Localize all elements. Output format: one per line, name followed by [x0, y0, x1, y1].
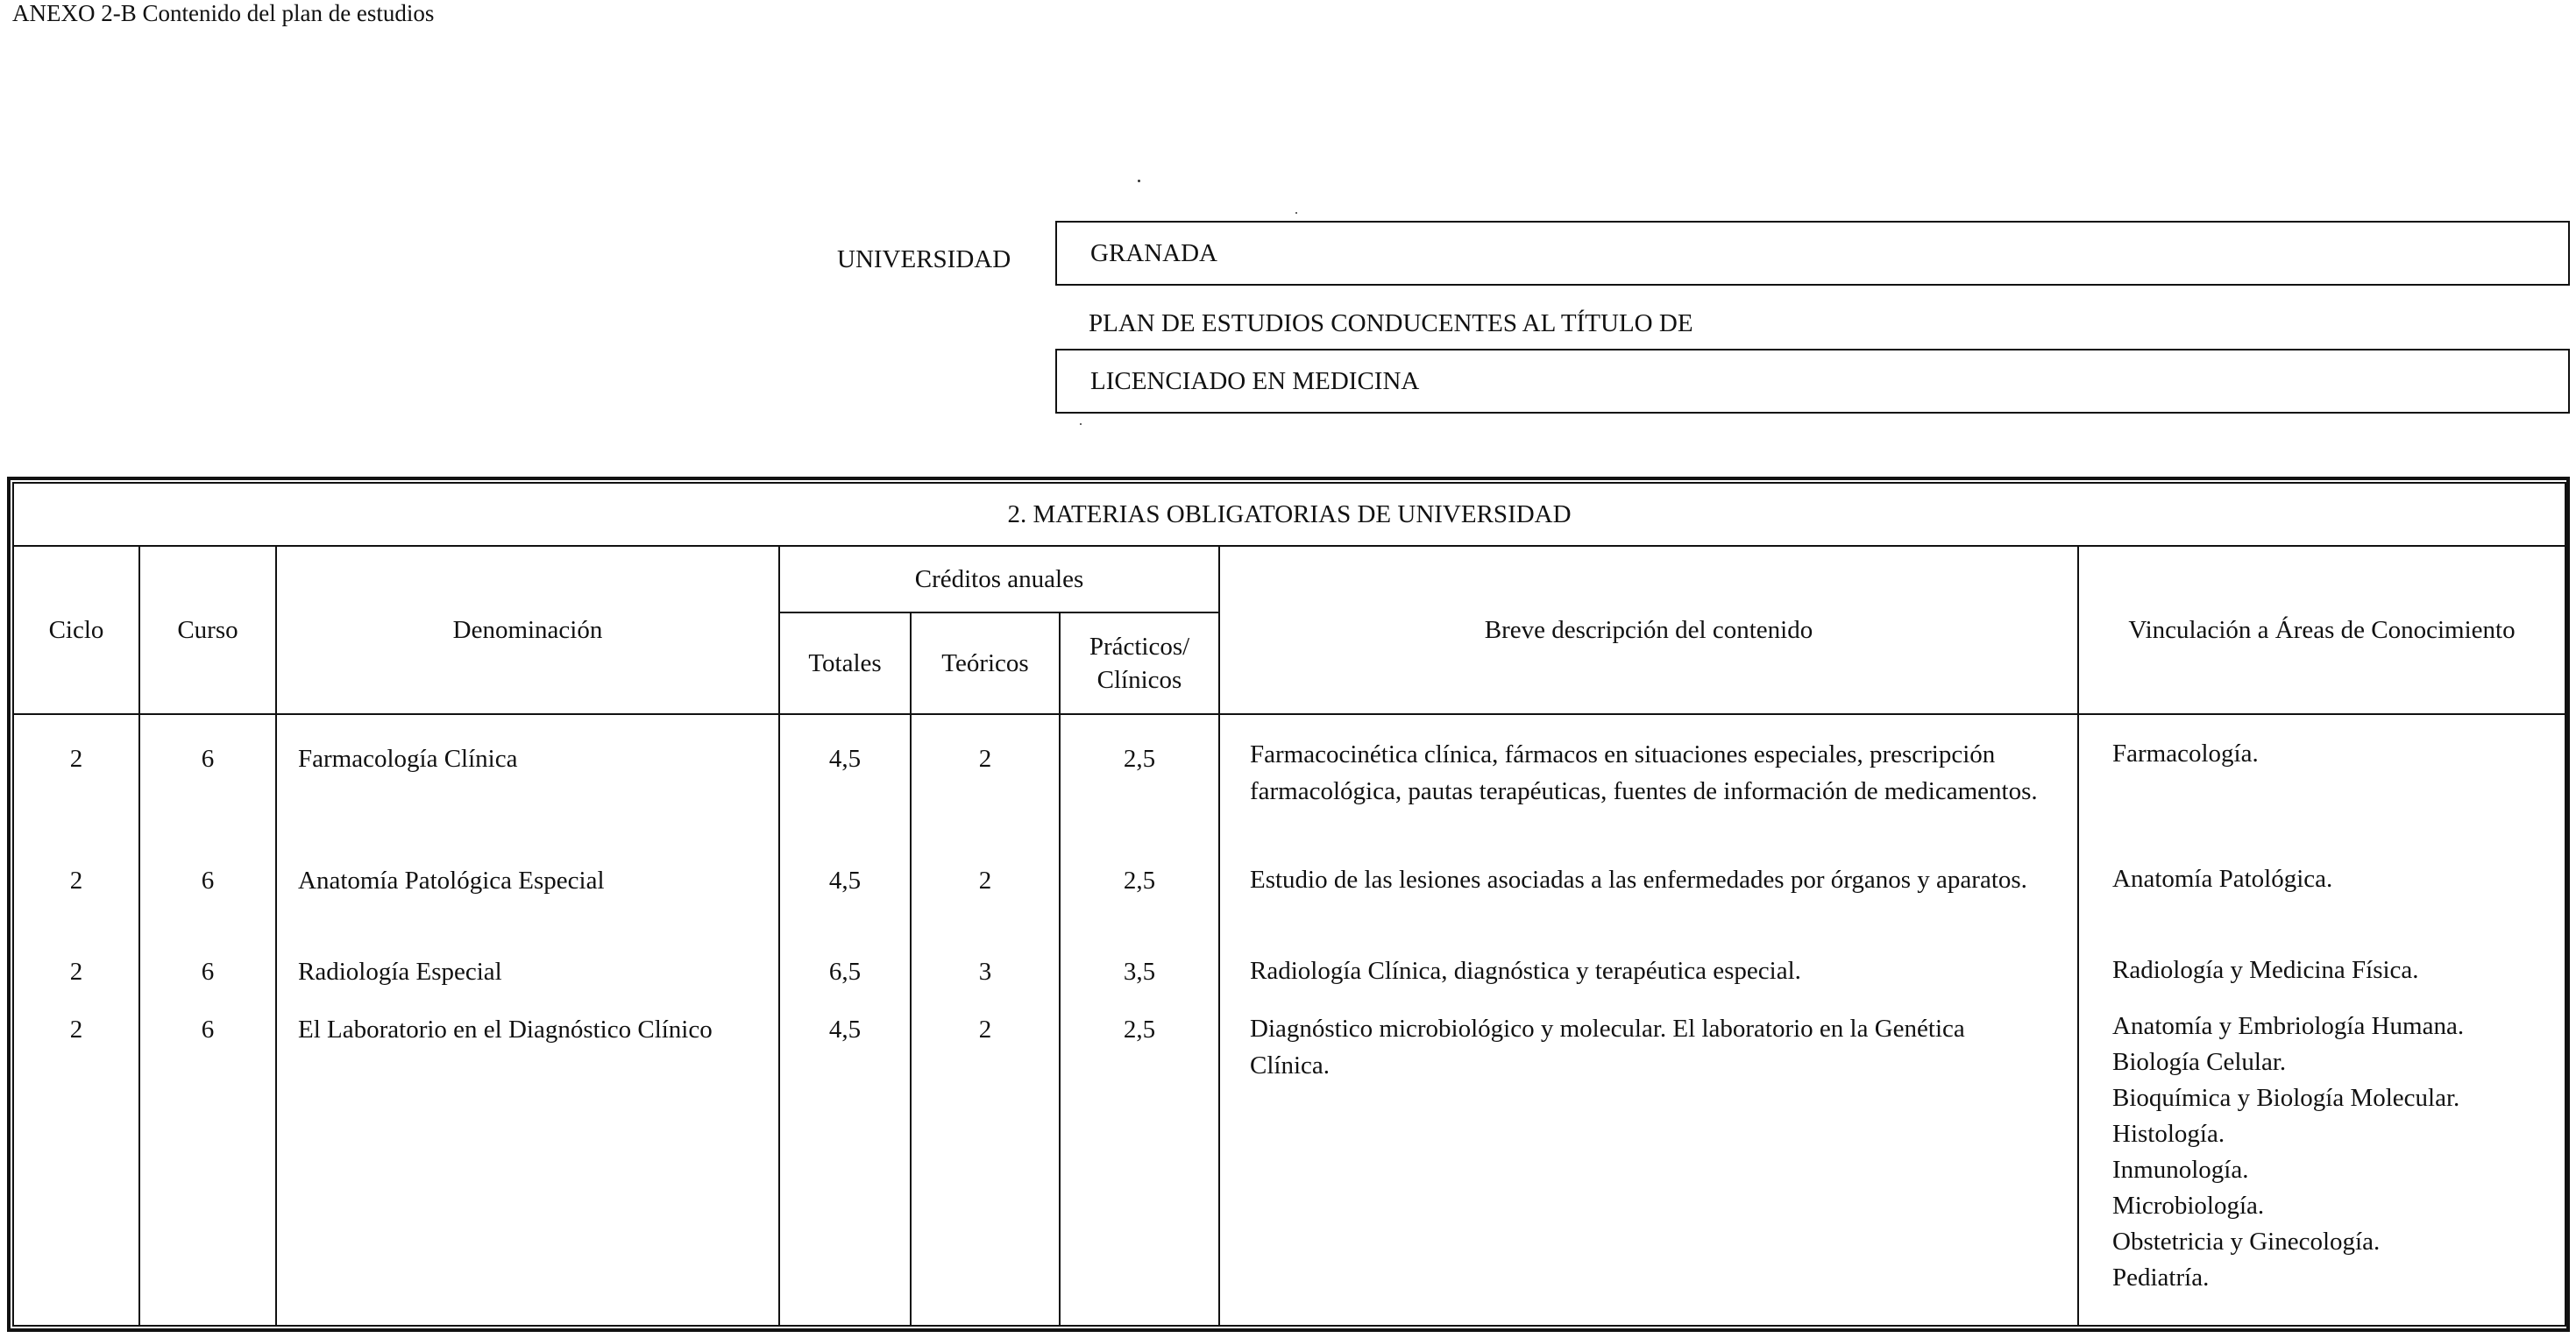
cell-ciclo: 2: [13, 849, 139, 945]
header-creditos: Créditos anuales: [779, 546, 1219, 612]
cell-denominacion: El Laboratorio en el Diagnóstico Clínico: [276, 1005, 779, 1326]
cell-areas: [2078, 1005, 2565, 1326]
cell-practicos: 2,5: [1060, 714, 1219, 849]
cell-totales: 4,5: [779, 849, 911, 945]
header-practicos-line2: Clínicos: [1096, 666, 1182, 694]
table-caption: 2. MATERIAS OBLIGATORIAS DE UNIVERSIDAD: [13, 483, 2565, 546]
cell-curso: 6: [139, 849, 276, 945]
area-item: Anatomía Patológica.: [2112, 865, 2333, 893]
cell-ciclo: 2: [13, 1005, 139, 1326]
table-row: [13, 1005, 2565, 1326]
cell-denominacion: Radiología Especial: [276, 945, 779, 1005]
area-item: Obstetricia y Ginecología.: [2112, 1228, 2381, 1256]
header-descripcion: Breve descripción del contenido: [1219, 546, 2078, 714]
area-item: Histología.: [2112, 1120, 2225, 1148]
scan-speck: [1138, 180, 1140, 182]
area-item: Microbiología.: [2112, 1192, 2265, 1220]
cell-areas: [2078, 849, 2565, 945]
cell-descripcion: Radiología Clínica, diagnóstica y terapéutica especial.: [1219, 945, 2078, 1005]
cell-areas: [2078, 945, 2565, 1005]
plan-label: PLAN DE ESTUDIOS CONDUCENTES AL TÍTULO DE: [1089, 309, 1693, 337]
cell-descripcion: Farmacocinética clínica, fármacos en situaciones especiales, prescripción farmacológica, pautas terapéuticas, fuentes de información de medicamentos.: [1219, 714, 2078, 849]
cell-ciclo: 2: [13, 945, 139, 1005]
cell-teoricos: 2: [911, 714, 1060, 849]
area-item: Farmacología.: [2112, 740, 2259, 768]
table-row: [13, 849, 2565, 945]
cell-ciclo: 2: [13, 714, 139, 849]
header-teoricos: Teóricos: [911, 612, 1060, 714]
cell-denominacion: Farmacología Clínica: [276, 714, 779, 849]
header-practicos-line1: Prácticos/: [1089, 633, 1190, 661]
cell-totales: 6,5: [779, 945, 911, 1005]
annex-title: ANEXO 2-B Contenido del plan de estudios: [12, 0, 435, 26]
cell-descripcion: Diagnóstico microbiológico y molecular. El laboratorio en la Genética Clínica.: [1219, 1005, 2078, 1326]
header-curso: Curso: [139, 546, 276, 714]
area-item: Bioquímica y Biología Molecular.: [2112, 1084, 2460, 1112]
cell-curso: 6: [139, 1005, 276, 1326]
universidad-box: [1055, 221, 2570, 286]
header-denominacion: Denominación: [276, 546, 779, 714]
cell-practicos: 3,5: [1060, 945, 1219, 1005]
universidad-label: UNIVERSIDAD: [837, 245, 1011, 273]
scan-speck: [1295, 212, 1297, 214]
cell-denominacion: Anatomía Patológica Especial: [276, 849, 779, 945]
cell-teoricos: 2: [911, 849, 1060, 945]
area-item: Inmunología.: [2112, 1156, 2249, 1184]
titulo-value: LICENCIADO EN MEDICINA: [1090, 366, 1420, 395]
cell-teoricos: 3: [911, 945, 1060, 1005]
cell-totales: 4,5: [779, 1005, 911, 1326]
universidad-value: GRANADA: [1090, 238, 1217, 267]
cell-descripcion: Estudio de las lesiones asociadas a las enfermedades por órganos y aparatos.: [1219, 849, 2078, 945]
cell-practicos: 2,5: [1060, 849, 1219, 945]
table-row: [13, 714, 2565, 849]
cell-totales: 4,5: [779, 714, 911, 849]
area-item: Pediatría.: [2112, 1264, 2210, 1292]
cell-curso: 6: [139, 714, 276, 849]
cell-teoricos: 2: [911, 1005, 1060, 1326]
cell-areas: [2078, 714, 2565, 849]
table-row: [13, 945, 2565, 1005]
materias-table: [12, 482, 2566, 1327]
area-item: Anatomía y Embriología Humana.: [2112, 1012, 2465, 1040]
header-totales: Totales: [779, 612, 911, 714]
titulo-box: [1055, 349, 2570, 414]
cell-curso: 6: [139, 945, 276, 1005]
scan-speck: [1080, 423, 1082, 425]
header-vinculacion: Vinculación a Áreas de Conocimiento: [2078, 546, 2565, 714]
area-item: Biología Celular.: [2112, 1048, 2287, 1076]
header-ciclo: Ciclo: [13, 546, 139, 714]
area-item: Radiología y Medicina Física.: [2112, 956, 2419, 984]
cell-practicos: 2,5: [1060, 1005, 1219, 1326]
header-practicos: [1060, 612, 1219, 714]
